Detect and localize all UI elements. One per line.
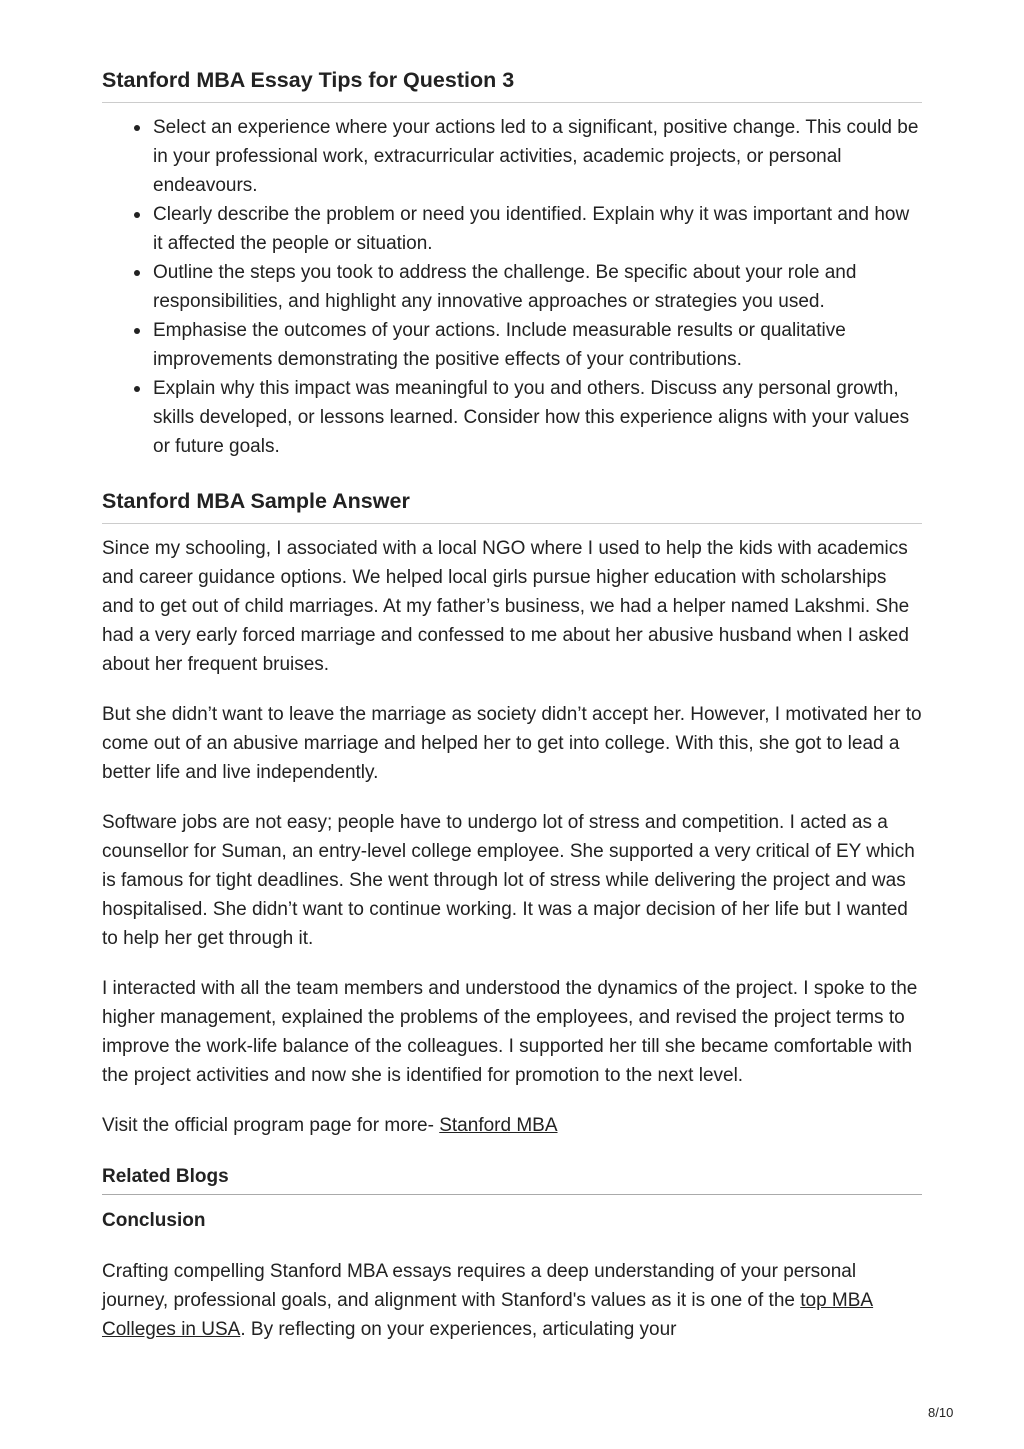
article-content [102,68,922,1344]
sample-answer-heading: Stanford MBA Sample Answer [102,489,922,524]
conclusion-heading: Conclusion [102,1210,206,1232]
conclusion-text-before: Crafting compelling Stanford MBA essays requires a deep understanding of your personal journey, professional goals, and alignment with Stanford's values as it is one of the [102,1261,857,1312]
related-blogs-heading: Related Blogs [102,1166,922,1196]
tips-list [102,113,922,461]
stanford-mba-link[interactable]: Stanford MBA [439,1114,558,1136]
conclusion-paragraph [102,1257,922,1344]
tip-item-5: Explain why this impact was meaningful to you and others. Discuss any personal growth, skills developed, or lessons learned. Consider how this experience aligns with your values or future goals. [153,374,922,461]
visit-program-line [102,1111,922,1140]
sample-paragraph-4: I interacted with all the team members and understood the dynamics of the project. I spoke to the higher management, explained the problems of the employees, and revised the project terms to improve the work-life balance of the colleagues. I supported her till she became comfortable with the project activities and now she is identified for promotion to the next level. [102,977,918,1086]
tip-item-2: Clearly describe the problem or need you identified. Explain why it was important and how it affected the people or situation. [153,200,922,258]
visit-text: Visit the official program page for more- [102,1114,440,1136]
top-mba-colleges-link[interactable]: top MBA Colleges in USA [102,1290,874,1341]
conclusion-text-after: . By reflecting on your experiences, articulating your [240,1319,677,1341]
sample-paragraph-1: Since my schooling, I associated with a local NGO where I used to help the kids with academics and career guidance options. We helped local girls pursue higher education with scholarships and to get out of child marriages. At my father’s business, we had a helper named Lakshmi. She had a very early forced marriage and confessed to me about her abusive husband when I asked about her frequent bruises. [102,537,910,675]
tips-heading: Stanford MBA Essay Tips for Question 3 [102,68,922,103]
tip-item-4: Emphasise the outcomes of your actions. Include measurable results or qualitative improvements demonstrating the positive effects of your contributions. [153,316,922,374]
sample-paragraph-2: But she didn’t want to leave the marriage as society didn’t accept her. However, I motivated her to come out of an abusive marriage and helped her to get into college. With this, she got to lead a better life and live independently. [102,703,922,783]
sample-paragraph-3: Software jobs are not easy; people have to undergo lot of stress and competition. I acted as a counsellor for Suman, an entry-level college employee. She supported a very critical of EY which is famous for tight deadlines. She went through lot of stress while delivering the project and was hospitalised. She didn’t want to continue working. It was a major decision of her life but I wanted to help her get through it. [102,811,915,949]
page-number: 8/10 [928,1405,954,1420]
tip-item-1: Select an experience where your actions led to a significant, positive change. This could be in your professional work, extracurricular activities, academic projects, or personal endeavours. [153,113,922,200]
tip-item-3: Outline the steps you took to address the challenge. Be specific about your role and responsibilities, and highlight any innovative approaches or strategies you used. [153,258,922,316]
